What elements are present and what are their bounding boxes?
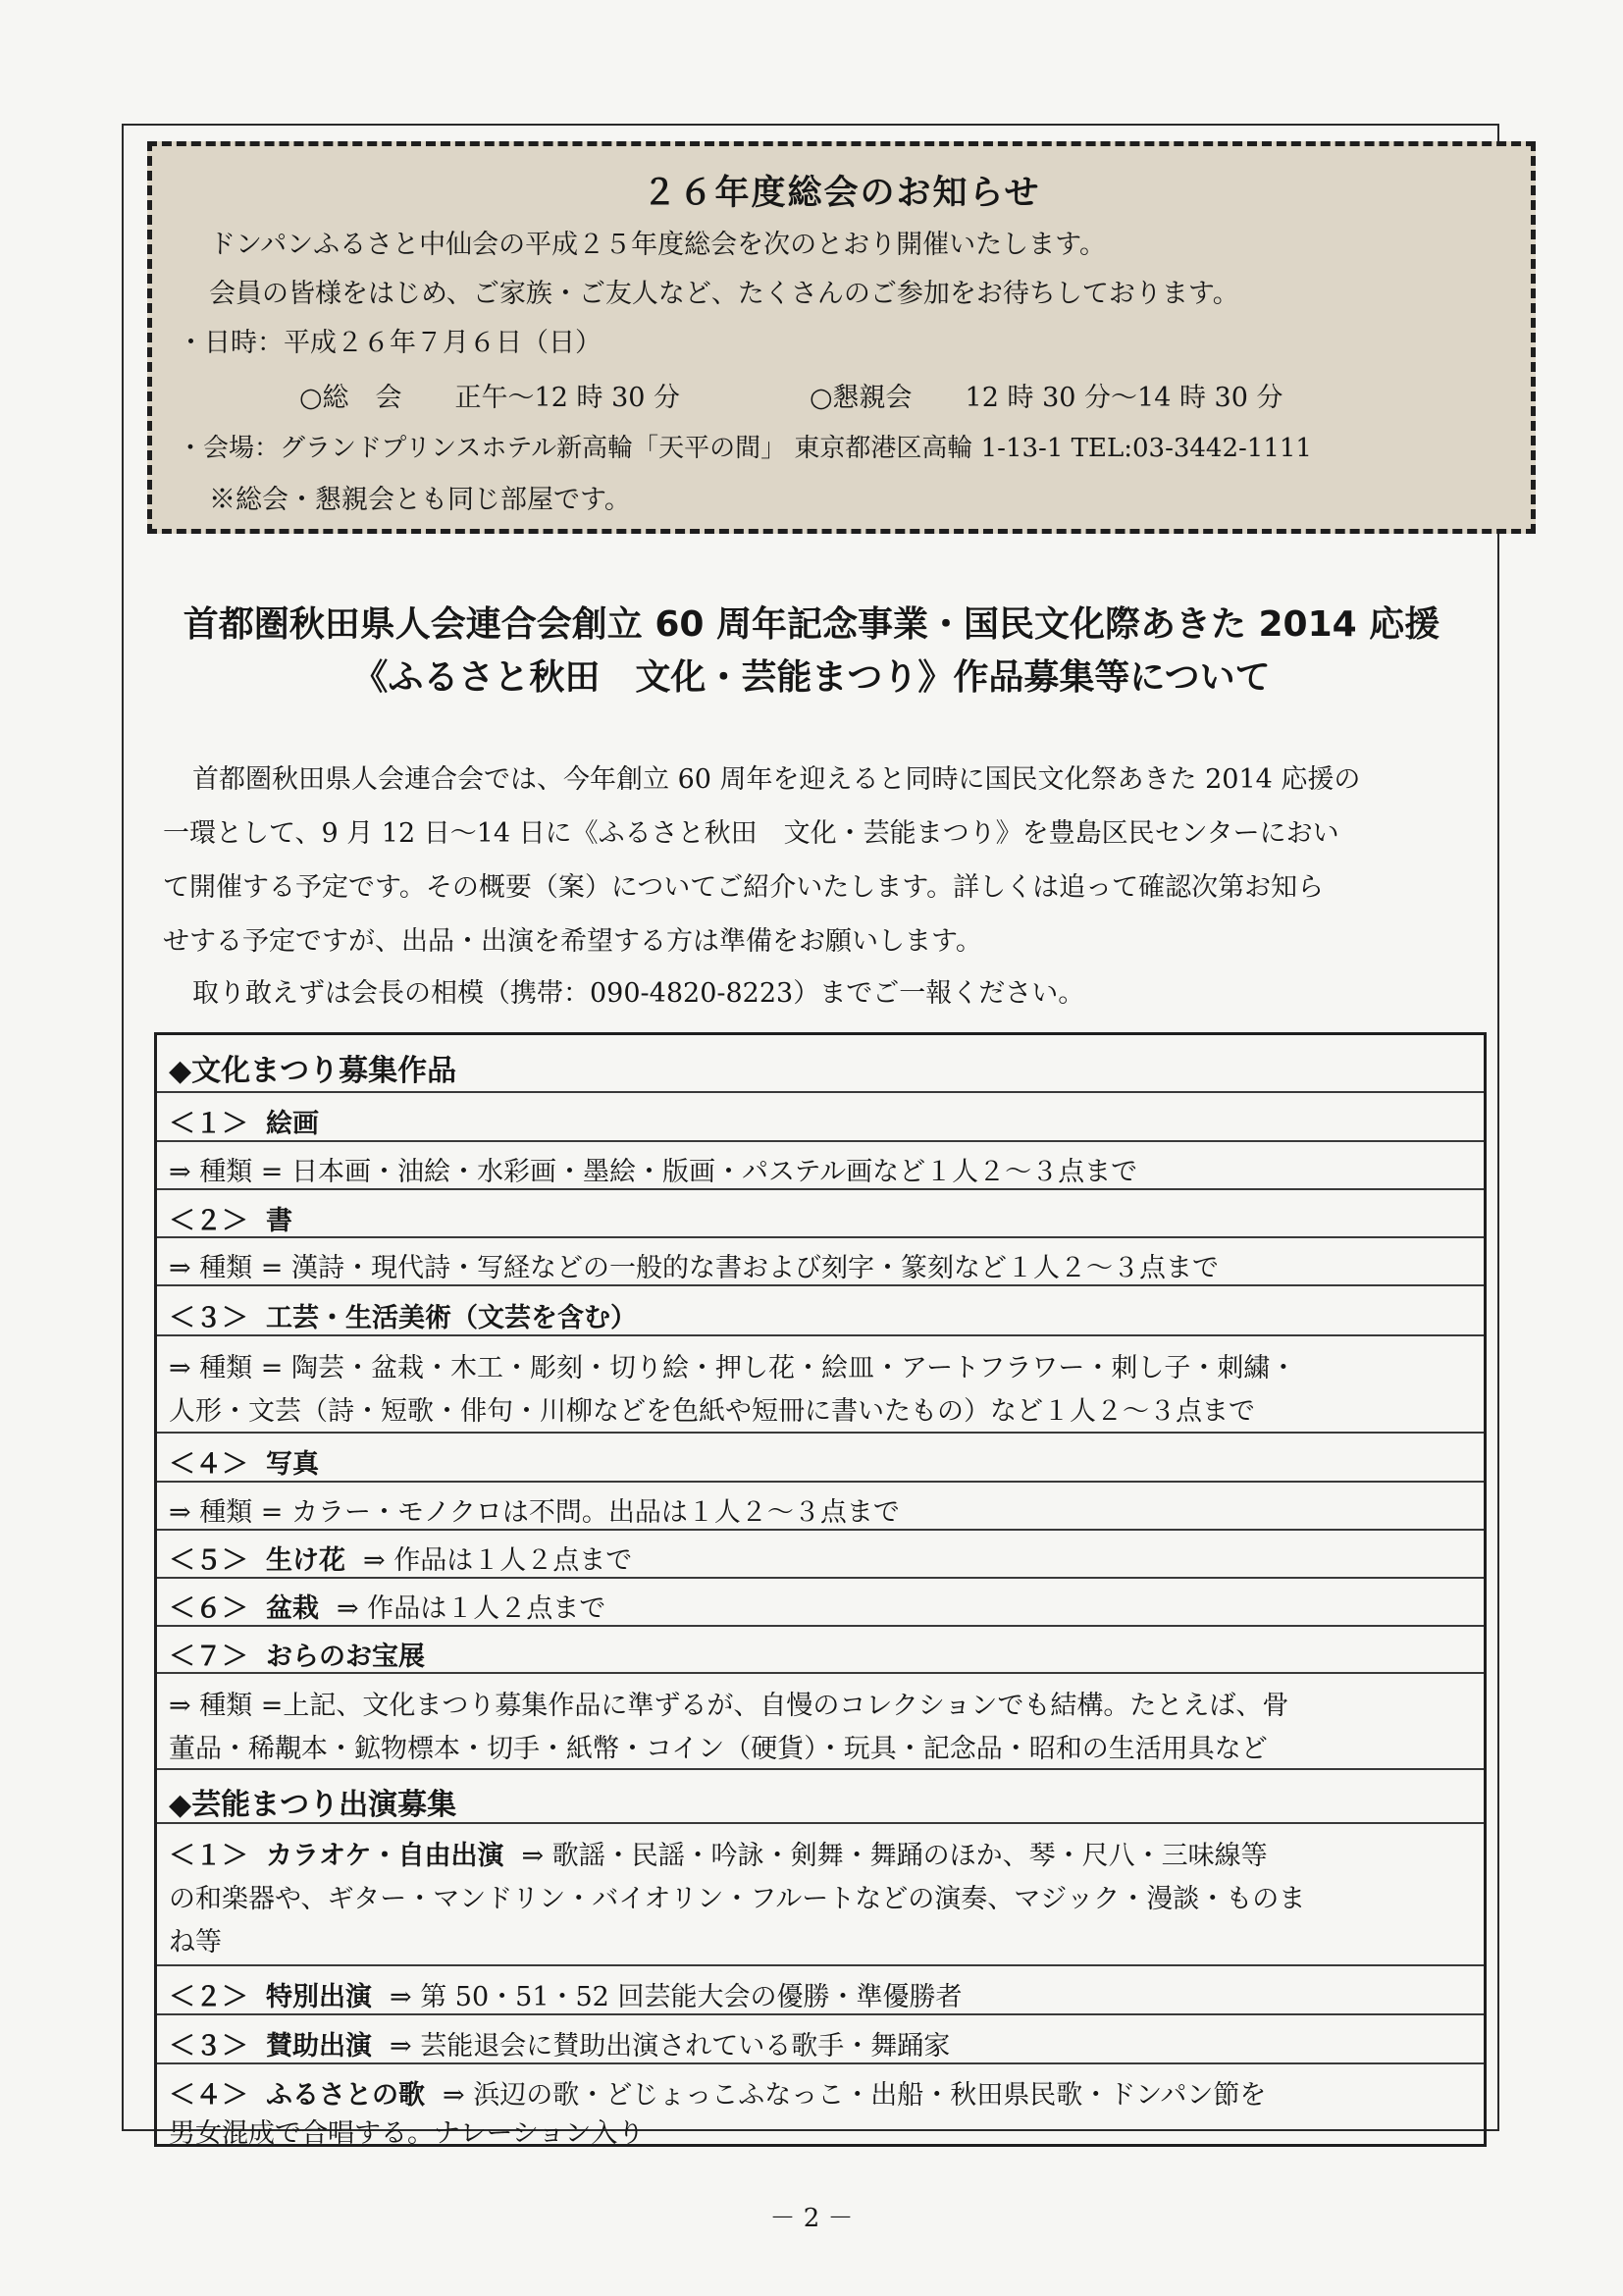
category-heading (169, 1296, 637, 1334)
category-name: 賛助出演 (266, 2031, 372, 2061)
category-name: 書 (266, 1206, 292, 1236)
category-name: 工芸・生活美術（文芸を含む） (266, 1303, 637, 1333)
category-number: ＜６＞ (169, 1593, 248, 1624)
category-number: ＜４＞ (169, 2080, 248, 2111)
category-heading (169, 1102, 319, 1140)
category-number: ＜７＞ (169, 1642, 248, 1672)
page-number: － 2 － (769, 2204, 854, 2233)
table-row (157, 1238, 1484, 1286)
category-name: ふるさとの歌 (266, 2080, 425, 2111)
table-row (157, 2064, 1484, 2149)
category-description: ⇒ 作品は１人２点まで (337, 1593, 606, 1624)
notice-date: ・日時：平成２６年７月６日（日） (178, 328, 602, 358)
category-heading (169, 1442, 319, 1481)
category-name: 盆栽 (266, 1593, 319, 1624)
table-row (157, 1190, 1484, 1238)
table-section-row (157, 1770, 1484, 1824)
table-row (157, 1824, 1484, 1966)
category-heading (169, 2024, 950, 2062)
table-row (157, 1627, 1484, 1674)
category-description: ⇒ 第 50・51・52 回芸能大会の優勝・準優勝者 (390, 1982, 963, 2012)
category-name: カラオケ・自由出演 (266, 1841, 504, 1871)
table-section-row (157, 1035, 1484, 1093)
category-number: ＜１＞ (169, 1109, 248, 1139)
category-name: 絵画 (266, 1109, 319, 1139)
category-description: ⇒ 歌謡・民謡・吟詠・剣舞・舞踊のほか、琴・尺八・三味線等 (521, 1841, 1268, 1871)
category-heading (169, 2073, 1266, 2112)
heading-line-1: 首都圏秋田県人会連合会創立 60 周年記念事業・国民文化際あきた 2014 応援 (183, 604, 1440, 645)
category-number: ＜５＞ (169, 1545, 248, 1576)
heading-line-2: 《ふるさと秋田 文化・芸能まつり》作品募集等について (352, 657, 1271, 698)
table-row (157, 1674, 1484, 1770)
table-row (157, 1434, 1484, 1483)
performing-section-title: ◆芸能まつり出演募集 (169, 1788, 457, 1822)
category-heading (169, 1975, 962, 2013)
category-description: ⇒ 種類 =上記、文化まつり募集作品に準ずるが、自慢のコレクションでも結構。たとえば、骨 (169, 1691, 1289, 1721)
category-heading (169, 1834, 1268, 1872)
category-heading (169, 1539, 632, 1577)
category-number: ＜２＞ (169, 1982, 248, 2012)
category-name: おらのお宝展 (266, 1642, 425, 1672)
category-description: 人形・文芸（詩・短歌・俳句・川柳などを色紙や短冊に書いたもの）など１人２～３点まで (169, 1396, 1255, 1427)
notice-session-general: ○総 会 正午～12 時 30 分 (299, 383, 681, 413)
table-row (157, 1336, 1484, 1434)
table-row (157, 2015, 1484, 2064)
culture-section-title: ◆文化まつり募集作品 (169, 1054, 457, 1088)
table-row (157, 1142, 1484, 1190)
category-number: ＜１＞ (169, 1841, 248, 1871)
notice-session-party: ○懇親会 12 時 30 分～14 時 30 分 (810, 383, 1283, 413)
table-row (157, 1579, 1484, 1627)
category-description: 董品・稀覯本・鉱物標本・切手・紙幣・コイン（硬貨）・玩具・記念品・昭和の生活用具など (169, 1734, 1268, 1764)
category-description: ⇒ 種類 = カラー・モノクロは不問。出品は１人２～３点まで (169, 1497, 900, 1528)
intro-line: て開催する予定です。その概要（案）についてご紹介いたします。詳しくは追って確認次第お知ら (163, 872, 1325, 903)
category-heading (169, 1587, 605, 1625)
notice-title: ２６年度総会のお知らせ (642, 174, 1041, 213)
table-row (157, 1483, 1484, 1531)
category-number: ＜２＞ (169, 1206, 248, 1236)
notice-venue: ・会場：グランドプリンスホテル新高輪「天平の間」 東京都港区高輪 1-13-1 TEL:03-3442-1111 (178, 434, 1312, 463)
intro-line: 首都圏秋田県人会連合会では、今年創立 60 周年を迎えると同時に国民文化祭あきた 2014 応援の (192, 764, 1361, 795)
recruitment-table (154, 1032, 1487, 2147)
notice-line: 会員の皆様をはじめ、ご家族・ご友人など、たくさんのご参加をお待ちしております。 (209, 279, 1239, 309)
category-description: ⇒ 浜辺の歌・どじょっこふなっこ・出船・秋田県民歌・ドンパン節を (443, 2080, 1267, 2111)
table-row (157, 1966, 1484, 2015)
category-heading (169, 1635, 425, 1673)
category-description: ⇒ 作品は１人２点まで (363, 1545, 633, 1576)
category-description: ⇒ 芸能退会に賛助出演されている歌手・舞踊家 (390, 2031, 951, 2061)
category-heading (169, 1199, 292, 1237)
category-number: ＜３＞ (169, 1303, 248, 1333)
category-description: ⇒ 種類 = 陶芸・盆栽・木工・彫刻・切り絵・押し花・絵皿・アートフラワー・刺し子・刺繍・ (169, 1353, 1297, 1383)
intro-line: 一環として、9 月 12 日～14 日に《ふるさと秋田 文化・芸能まつり》を豊島区民センターにおい (163, 818, 1339, 849)
category-description: ⇒ 種類 = 漢詩・現代詩・写経などの一般的な書および刻字・篆刻など１人２～３点まで (169, 1253, 1219, 1283)
category-number: ＜３＞ (169, 2031, 248, 2061)
category-name: 写真 (266, 1449, 319, 1480)
table-row (157, 1093, 1484, 1142)
table-row (157, 1286, 1484, 1336)
category-name: 特別出演 (266, 1982, 372, 2012)
notice-note: ※総会・懇親会とも同じ部屋です。 (209, 485, 631, 515)
intro-contact: 取り敢えずは会長の相模（携帯：090-4820-8223）までご一報ください。 (192, 978, 1085, 1009)
notice-line: ドンパンふるさと中仙会の平成２５年度総会を次のとおり開催いたします。 (209, 230, 1106, 260)
category-description: ⇒ 種類 = 日本画・油絵・水彩画・墨絵・版画・パステル画など１人２～３点まで (169, 1157, 1138, 1187)
category-description: 男女混成で合唱する。ナレーション入り (169, 2118, 645, 2149)
category-number: ＜４＞ (169, 1449, 248, 1480)
category-name: 生け花 (266, 1545, 345, 1576)
category-description: ね等 (169, 1927, 222, 1957)
intro-line: せする予定ですが、出品・出演を希望する方は準備をお願いします。 (163, 926, 982, 957)
table-row (157, 1531, 1484, 1579)
category-description: の和楽器や、ギター・マンドリン・バイオリン・フルートなどの演奏、マジック・漫談・ものま (169, 1884, 1306, 1914)
notice-box (147, 141, 1536, 534)
